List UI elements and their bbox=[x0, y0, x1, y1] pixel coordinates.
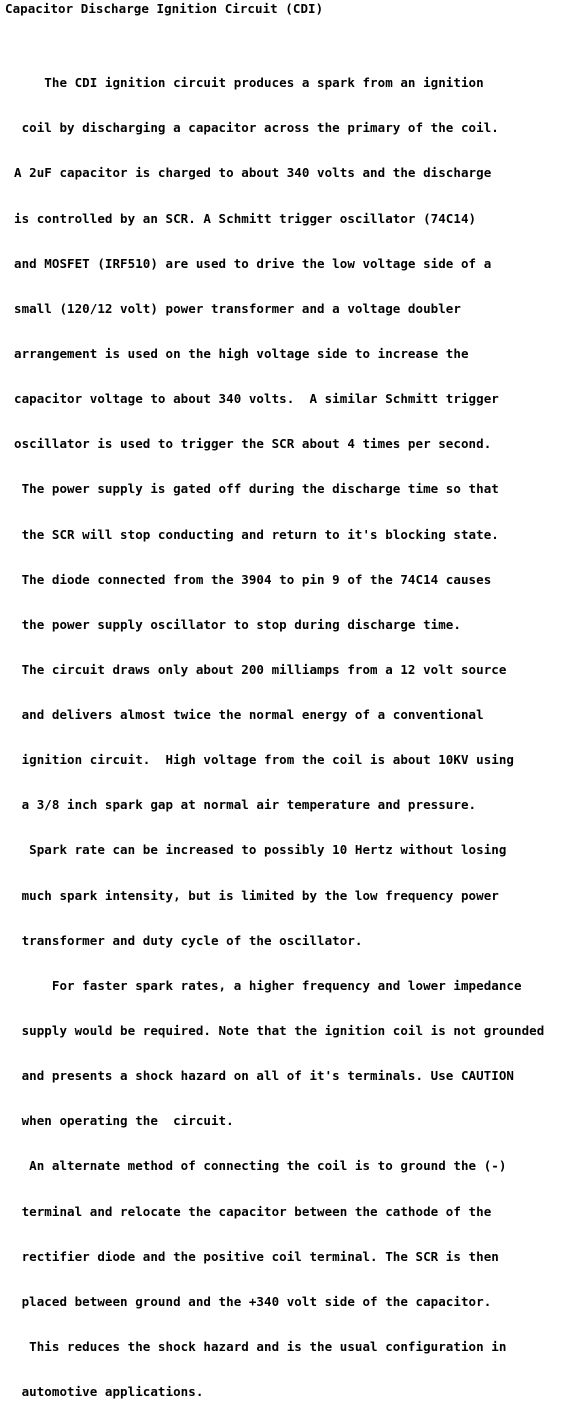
body-line: The circuit draws only about 200 milliamps from a 12 volt source bbox=[14, 661, 507, 677]
body-line: is controlled by an SCR. A Schmitt trigger oscillator (74C14) bbox=[14, 210, 477, 226]
body-line: The diode connected from the 3904 to pin 9 of the 74C14 causes bbox=[14, 571, 492, 587]
body-line: ignition circuit. High voltage from the coil is about 10KV using bbox=[14, 752, 514, 768]
body-line: when operating the circuit. bbox=[14, 1113, 234, 1129]
body-line: placed between ground and the +340 volt side of the capacitor. bbox=[14, 1293, 492, 1309]
body-line: and delivers almost twice the normal energy of a conventional bbox=[14, 707, 484, 723]
body-line: transformer and duty cycle of the oscillator. bbox=[14, 932, 363, 948]
document-body bbox=[14, 45, 544, 1414]
body-line: small (120/12 volt) power transformer and a voltage doubler bbox=[14, 300, 461, 316]
body-line: automotive applications. bbox=[14, 1384, 204, 1400]
body-line: rectifier diode and the positive coil terminal. The SCR is then bbox=[14, 1248, 499, 1264]
body-line: The CDI ignition circuit produces a spark from an ignition bbox=[14, 75, 484, 91]
body-line: and presents a shock hazard on all of it's terminals. Use CAUTION bbox=[14, 1068, 514, 1084]
body-line: supply would be required. Note that the ignition coil is not grounded bbox=[14, 1023, 545, 1039]
body-line: capacitor voltage to about 340 volts. A similar Schmitt trigger bbox=[14, 391, 499, 407]
body-line: arrangement is used on the high voltage side to increase the bbox=[14, 345, 469, 361]
body-line: oscillator is used to trigger the SCR about 4 times per second. bbox=[14, 436, 492, 452]
body-line: A 2uF capacitor is charged to about 340 volts and the discharge bbox=[14, 165, 492, 181]
body-line: terminal and relocate the capacitor between the cathode of the bbox=[14, 1203, 492, 1219]
body-line: The power supply is gated off during the discharge time so that bbox=[14, 481, 499, 497]
body-line: a 3/8 inch spark gap at normal air temperature and pressure. bbox=[14, 797, 477, 813]
body-line: and MOSFET (IRF510) are used to drive the low voltage side of a bbox=[14, 255, 492, 271]
body-line: Spark rate can be increased to possibly 10 Hertz without losing bbox=[14, 842, 507, 858]
body-line: the SCR will stop conducting and return to it's blocking state. bbox=[14, 526, 499, 542]
body-line: much spark intensity, but is limited by the low frequency power bbox=[14, 887, 499, 903]
body-line: This reduces the shock hazard and is the usual configuration in bbox=[14, 1339, 507, 1355]
body-line: An alternate method of connecting the coil is to ground the (-) bbox=[14, 1158, 507, 1174]
body-line: the power supply oscillator to stop during discharge time. bbox=[14, 616, 461, 632]
page-title: Capacitor Discharge Ignition Circuit (CDI) bbox=[5, 1, 324, 16]
body-line: coil by discharging a capacitor across the primary of the coil. bbox=[14, 120, 499, 136]
body-line: For faster spark rates, a higher frequency and lower impedance bbox=[14, 977, 522, 993]
